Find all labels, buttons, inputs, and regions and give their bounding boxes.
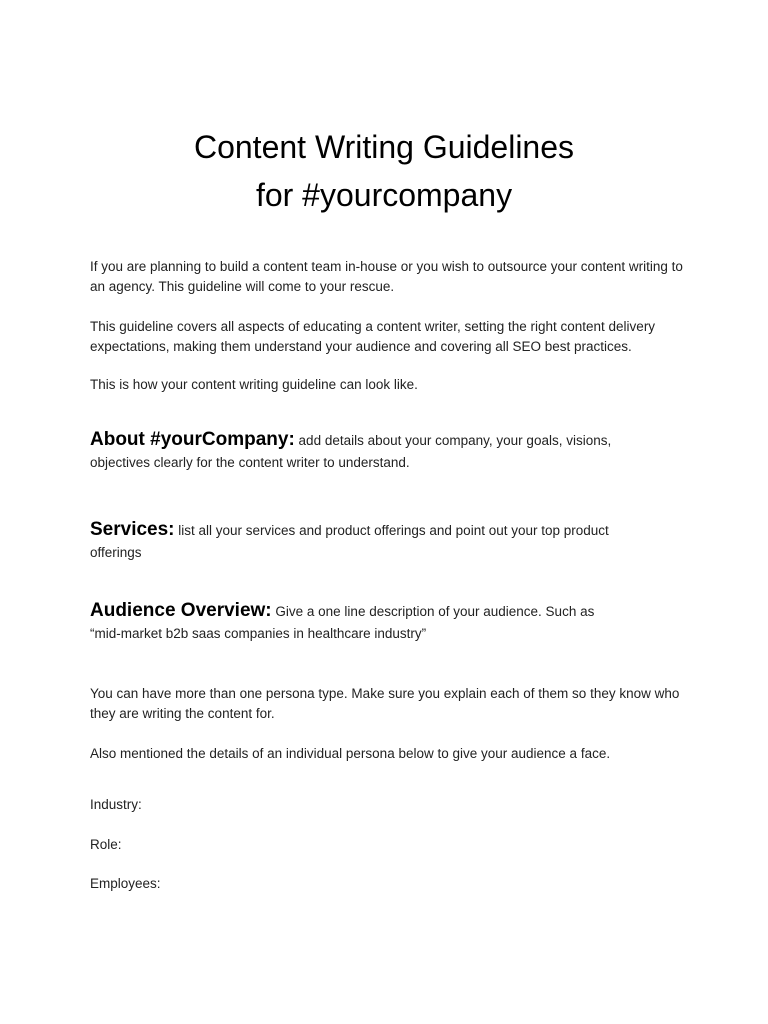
document-title-line2: for #yourcompany	[255, 177, 513, 213]
field-industry: Industry:	[90, 797, 142, 812]
field-employees: Employees:	[90, 876, 161, 891]
about-heading: About #yourCompany:	[90, 429, 295, 450]
document-title-line1: Content Writing Guidelines	[193, 129, 575, 165]
intro-paragraph-2: This guideline covers all aspects of educating a content writer, setting the right content delivery expectations, making them understand your audience and covering all SEO best practices.	[90, 319, 656, 354]
intro-paragraph-1: If you are planning to build a content team in-house or you wish to outsource your content writing to an agency. This guideline will come to your rescue.	[90, 259, 683, 294]
about-text: add details about your company, your goals, visions,	[298, 433, 612, 448]
audience-heading: Audience Overview:	[90, 600, 272, 621]
audience-text: Give a one line description of your audience. Such as	[275, 604, 595, 619]
services-heading: Services:	[90, 519, 175, 540]
field-role: Role:	[90, 837, 122, 852]
about-text-line2: objectives clearly for the content writer to understand.	[90, 455, 410, 470]
audience-section	[90, 601, 690, 644]
services-text: list all your services and product offerings and point out your top product	[178, 523, 609, 538]
persona-paragraph-1: You can have more than one persona type. Make sure you explain each of them so they know who they are writing the content for.	[90, 686, 680, 721]
persona-paragraph-2: Also mentioned the details of an individual persona below to give your audience a face.	[90, 746, 611, 761]
services-section	[90, 520, 690, 563]
services-text-line2: offerings	[90, 545, 142, 560]
about-section	[90, 430, 690, 473]
audience-text-line2: “mid-market b2b saas companies in healthcare industry”	[90, 626, 427, 641]
intro-paragraph-3: This is how your content writing guideline can look like.	[90, 377, 418, 392]
